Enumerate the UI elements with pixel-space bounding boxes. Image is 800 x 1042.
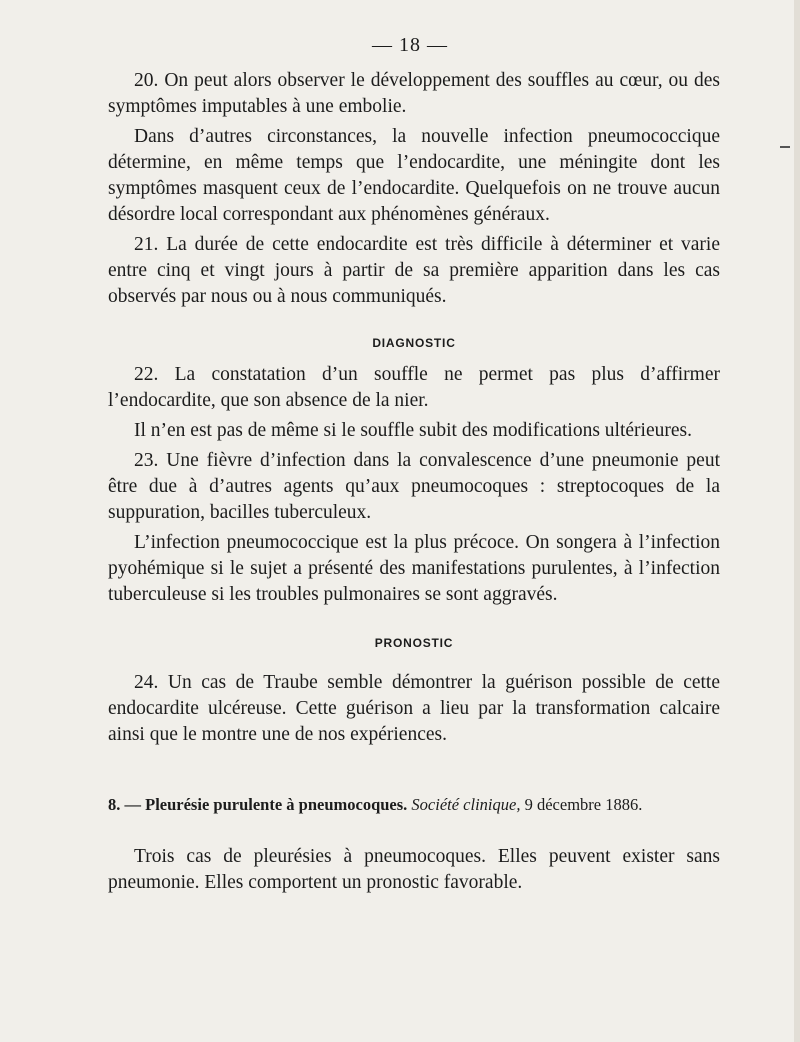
reference-title: Pleurésie purulente à pneumocoques. xyxy=(145,795,408,814)
paragraph-22: 22. La constatation d’un souffle ne permet pas plus d’affirmer l’endocardite, que son absence de la nier. xyxy=(108,364,720,411)
heading-pronostic: PRONOSTIC xyxy=(374,636,454,650)
paragraph-22-continued: Il n’en est pas de même si le souffle subit des modifications ultérieures. xyxy=(134,420,692,441)
reference-number: 8. — xyxy=(108,795,141,814)
paragraph-23-continued: L’infection pneumococcique est la plus précoce. On songera à l’infection pyohémique si le sujet a présenté des manifestations purulentes, à l’infection tuberculeuse si les troubles pulmonaires se sont aggravés. xyxy=(108,532,720,605)
reference-entry xyxy=(108,792,720,818)
page-edge xyxy=(794,0,800,1042)
margin-mark xyxy=(780,146,790,148)
heading-diagnostic: DIAGNOSTIC xyxy=(372,336,456,350)
paragraph-23: 23. Une fièvre d’infection dans la convalescence d’une pneumonie peut être due à d’autres agents qu’aux pneumocoques : streptocoques de la suppuration, bacilles tuberculeux. xyxy=(108,450,720,523)
paragraph-24: 24. Un cas de Traube semble démontrer la guérison possible de cette endocardite ulcéreuse. Cette guérison a lieu par la transformation calcaire ainsi que le montre une de nos expériences. xyxy=(108,672,720,745)
reference-journal: Société clinique, xyxy=(411,795,521,814)
body-text xyxy=(108,68,720,896)
reference-date: 9 décembre 1886. xyxy=(524,795,643,814)
paragraph-21: 21. La durée de cette endocardite est très difficile à déterminer et varie entre cinq et vingt jours à partir de sa première apparition dans les cas observés par nous ou à nous communiqués. xyxy=(108,234,720,307)
paragraph-20: 20. On peut alors observer le développement des souffles au cœur, ou des symptômes imputables à une embolie. xyxy=(108,70,720,117)
page-number: — 18 — xyxy=(372,34,448,56)
final-paragraph: Trois cas de pleurésies à pneumocoques. Elles peuvent exister sans pneumonie. Elles comportent un pronostic favorable. xyxy=(108,846,720,893)
paragraph-20-continued: Dans d’autres circonstances, la nouvelle infection pneumococcique détermine, en même temps que l’endocardite, une méningite dont les symptômes masquent ceux de l’endocardite. Quelquefois on ne trouve aucun désordre local correspondant aux phénomènes généraux. xyxy=(108,126,720,225)
